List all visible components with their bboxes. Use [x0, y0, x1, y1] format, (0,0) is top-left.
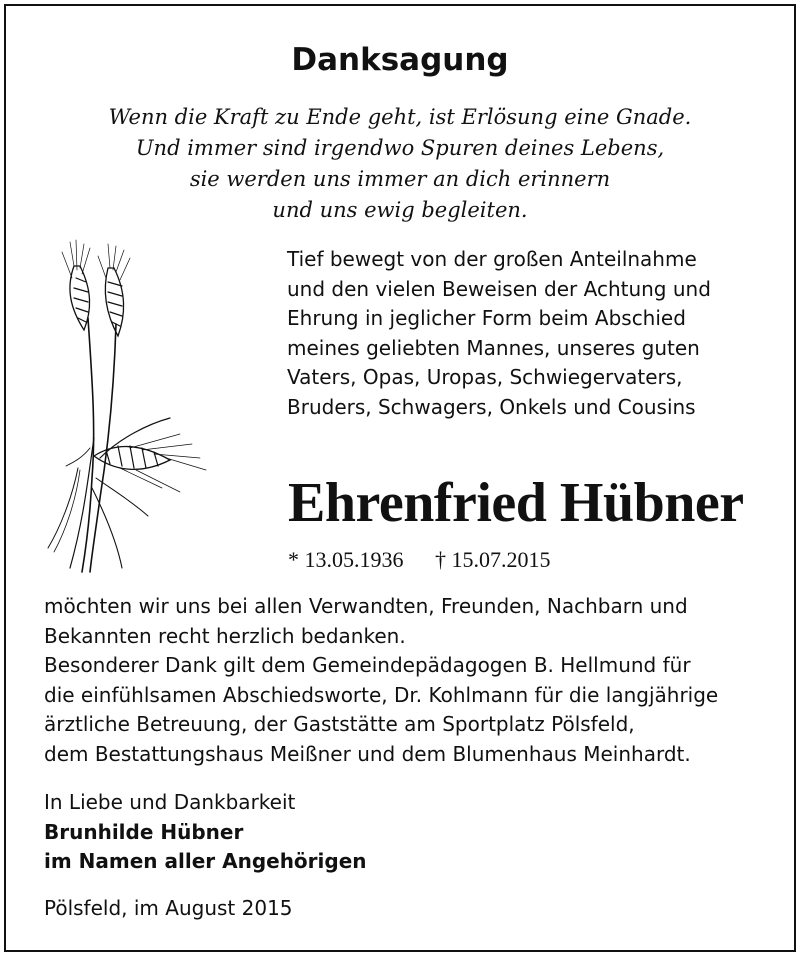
- page-title: Danksagung: [291, 42, 509, 78]
- poem-line: Und immer sind irgendwo Spuren deines Lebens,: [135, 136, 665, 160]
- intro-line: Bruders, Schwagers, Onkels und Cousins: [287, 394, 696, 419]
- poem: [0, 102, 800, 226]
- poem-line: und uns ewig begleiten.: [272, 198, 528, 222]
- deceased-name: Ehrenfried Hübner: [288, 472, 744, 534]
- wheat-ears-icon: [30, 238, 230, 578]
- signer-name: Brunhilde Hübner: [44, 819, 244, 844]
- intro-line: Vaters, Opas, Uropas, Schwiegervaters,: [287, 365, 683, 389]
- life-dates: [288, 545, 551, 575]
- birth-date: * 13.05.1936: [288, 547, 404, 572]
- thanks-line: die einfühlsamen Abschiedsworte, Dr. Kohlmann für die langjährige: [44, 682, 719, 707]
- signer-family: im Namen aller Angehörigen: [44, 849, 367, 873]
- thanks-line: möchten wir uns bei allen Verwandten, Freunden, Nachbarn und: [44, 594, 688, 618]
- closing-block: [44, 788, 544, 877]
- closing-line: In Liebe und Dankbarkeit: [44, 790, 296, 814]
- thanks-line: ärztliche Betreuung, der Gaststätte am Sportplatz Pölsfeld,: [44, 712, 635, 736]
- intro-text: [287, 245, 767, 422]
- intro-line: und den vielen Beweisen der Achtung und: [287, 276, 711, 301]
- intro-line: Ehrung in jeglicher Form beim Abschied: [287, 306, 686, 330]
- place-date: Pölsfeld, im August 2015: [44, 896, 293, 920]
- poem-line: sie werden uns immer an dich erinnern: [189, 167, 611, 191]
- death-date: † 15.07.2015: [435, 547, 551, 572]
- poem-line: Wenn die Kraft zu Ende geht, ist Erlösung eine Gnade.: [108, 105, 692, 129]
- thanks-line: dem Bestattungshaus Meißner und dem Blumenhaus Meinhardt.: [44, 741, 691, 766]
- thanks-line: Bekannten recht herzlich bedanken.: [44, 623, 406, 648]
- intro-line: meines geliebten Mannes, unseres guten: [287, 335, 700, 360]
- thanks-line: Besonderer Dank gilt dem Gemeindepädagogen B. Hellmund für: [44, 653, 691, 677]
- intro-line: Tief bewegt von der großen Anteilnahme: [287, 247, 697, 271]
- thanks-text: [44, 592, 784, 769]
